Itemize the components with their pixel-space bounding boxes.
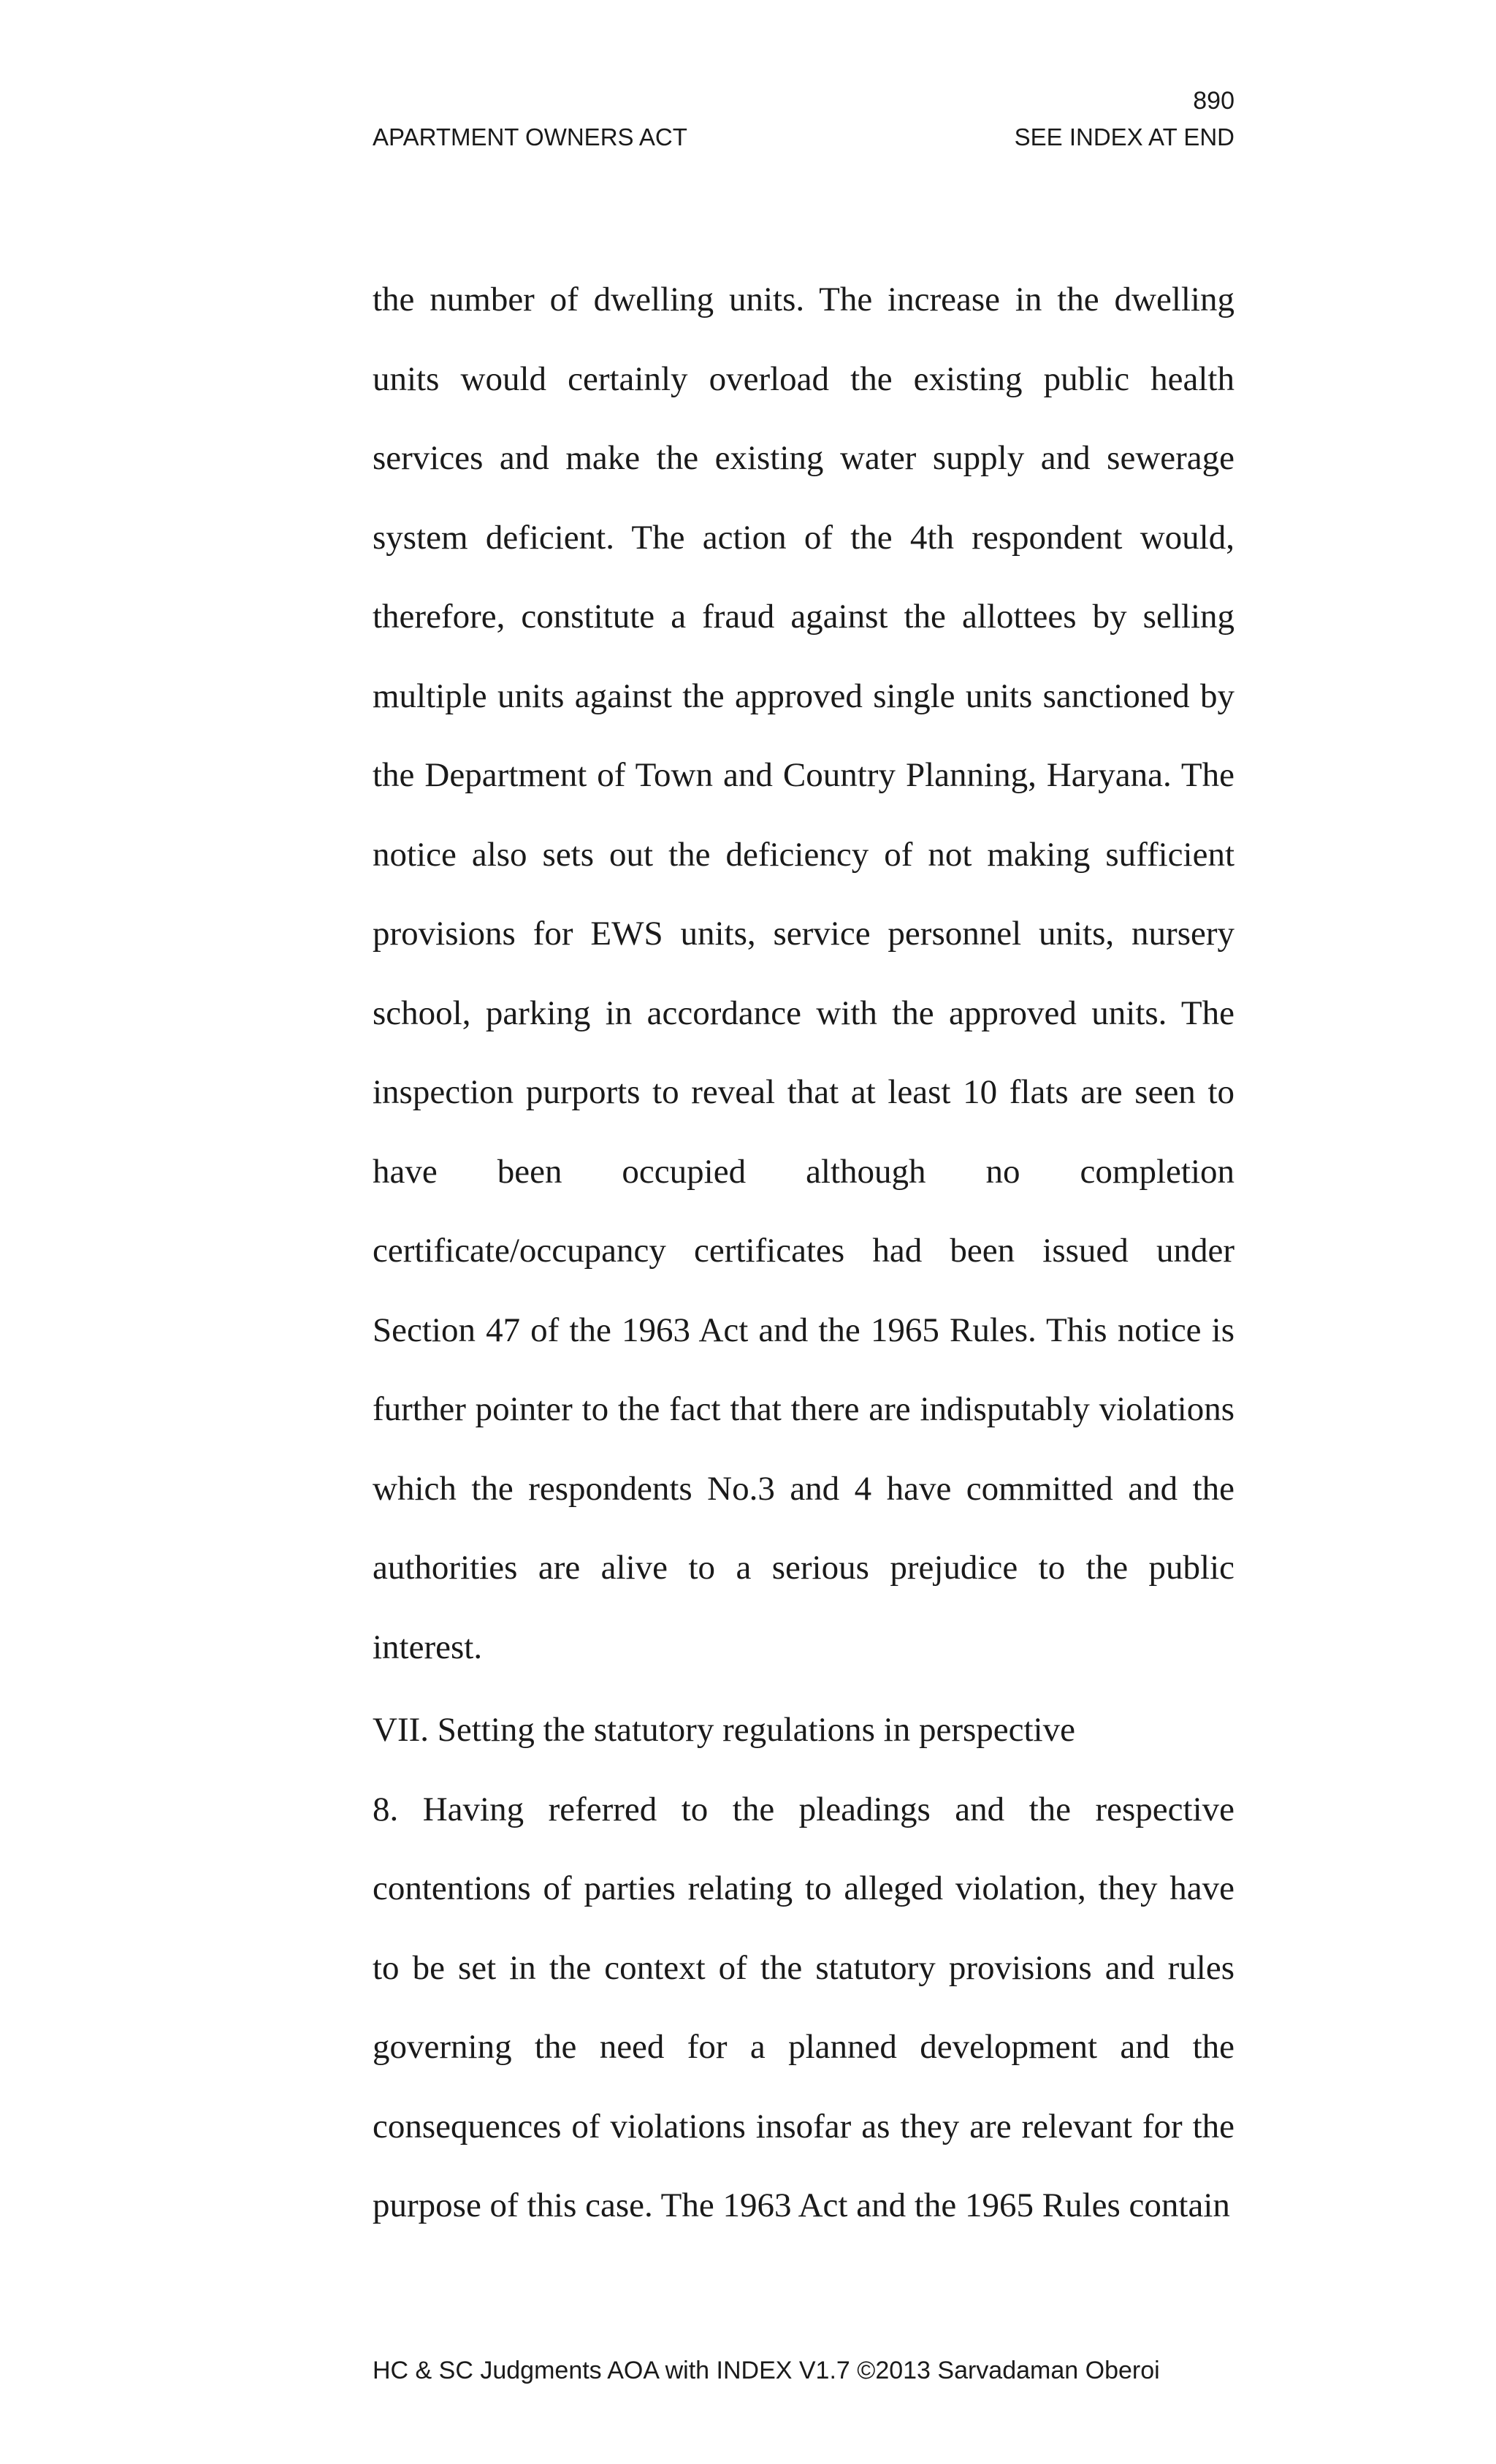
section-heading: VII. Setting the statutory regulations in perspective	[373, 1711, 1075, 1749]
body-paragraph: the number of dwelling units. The increase in the dwelling units would certainly overload the existing public health services and make the existing water supply and sewerage system deficient. The action of the 4th respondent would, therefore, constitute a fraud against the allottees by selling multiple units against the approved single units sanctioned by the Department of Town and Country Planning, Haryana. The notice also sets out the deficiency of not making sufficient provisions for EWS units, service personnel units, nursery school, parking in accordance with the approved units. The inspection purports to reveal that at least 10 flats are seen to have been occupied although no completion certificate/occupancy certificates had been issued under Section 47 of the 1963 Act and the 1965 Rules. This notice is further pointer to the fact that there are indisputably violations which the respondents No.3 and 4 have committed and the authorities are alive to a serious prejudice to the public interest.	[373, 281, 1234, 1666]
running-header-title: APARTMENT OWNERS ACT	[373, 123, 687, 150]
document-body	[373, 260, 1234, 2246]
body-paragraph: 8. Having referred to the pleadings and the respective contentions of parties relating to alleged violation, they have to be set in the context of the statutory provisions and rules governing the need for a planned development and the consequences of violations insofar as they are relevant for the purpose of this case. The 1963 Act and the 1965 Rules contain	[373, 1790, 1234, 2224]
page-number: 890	[1193, 87, 1234, 115]
page-footer: HC & SC Judgments AOA with INDEX V1.7 ©2013 Sarvadaman Oberoi	[373, 2357, 1160, 2384]
running-header-index-note: SEE INDEX AT END	[1014, 123, 1234, 150]
